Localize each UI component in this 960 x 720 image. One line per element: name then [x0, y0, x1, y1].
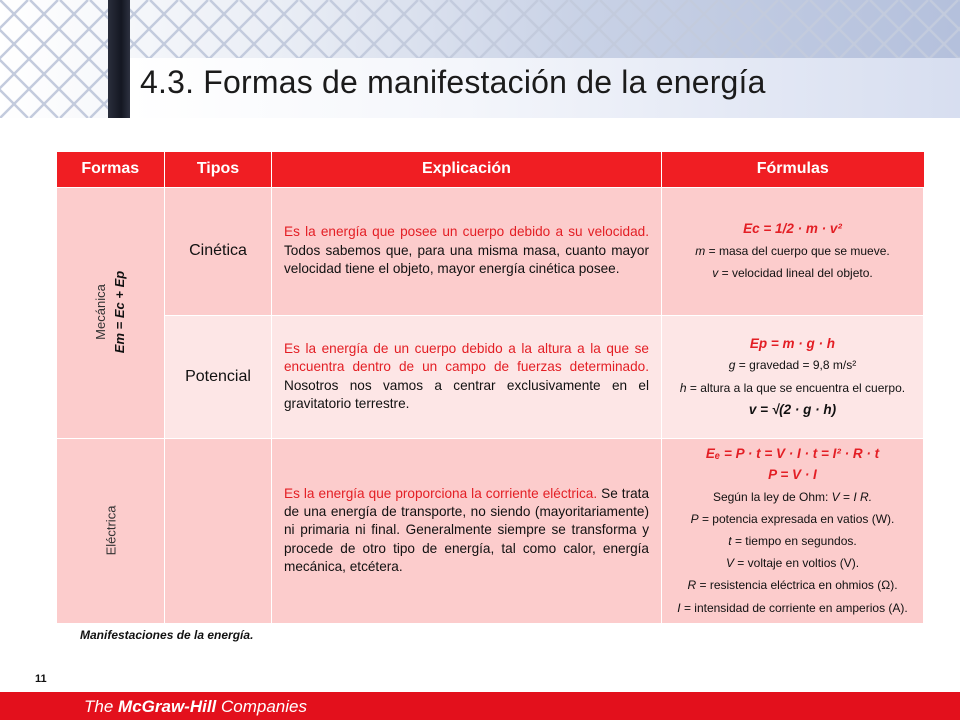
formula-electrica [662, 438, 924, 623]
explicacion-electrica-text: Se trata de una energía de transporte, no siendo (mayoritariamente) ni primaria ni final. Generalmente siempre se transforma y procede de otro tipo de energía, tal como calor, energía mecánica, etcétera. [284, 485, 649, 575]
tipo-electrica [165, 438, 272, 623]
formula-electrica-note-t: t = tiempo en segundos. [728, 534, 857, 549]
formula-electrica-ohm: Según la ley de Ohm: V = I R. [712, 489, 873, 504]
publisher-suffix: Companies [216, 697, 307, 716]
energy-forms-table [56, 152, 924, 624]
forma-mecanica-formula: Em = Ec + Ep [112, 270, 128, 353]
formula-cinetica-main: Ec = 1/2 · m · v² [743, 221, 842, 237]
forma-mecanica-label [94, 270, 128, 352]
publisher-footer [0, 692, 960, 720]
tipo-potencial: Potencial [165, 315, 272, 438]
explicacion-cinetica-text: Todos sabemos que, para una misma masa, cuanto mayor velocidad tiene el objeto, mayor energía cinética posee. [284, 242, 649, 277]
publisher-brand: McGraw-Hill [118, 697, 217, 716]
page-number: 11 [35, 673, 47, 685]
explicacion-potencial-text: Nosotros nos vamos a centrar exclusivamente en el gravitatorio terrestre. [284, 377, 649, 411]
slide-header [0, 0, 960, 118]
explicacion-electrica [272, 438, 662, 623]
formula-potencial-note-h: h = altura a la que se encuentra el cuerpo. [679, 380, 906, 395]
explicacion-electrica-highlight: Es la energía que proporciona la corriente eléctrica. [284, 485, 598, 501]
forma-electrica-label: Eléctrica [102, 505, 118, 556]
formula-potencial-main: Ep = m · g · h [749, 335, 836, 351]
formula-cinetica [662, 187, 924, 315]
formula-electrica-note-v: V = voltaje en voltios (V). [725, 556, 860, 571]
formula-electrica-note-p: P = potencia expresada en vatios (W). [690, 511, 895, 526]
explicacion-potencial [272, 315, 662, 438]
explicacion-cinetica-highlight: Es la energía que posee un cuerpo debido a su velocidad. [284, 224, 649, 240]
lattice-line [0, 0, 88, 118]
table-caption: Manifestaciones de la energía. [80, 628, 254, 642]
lattice-line [0, 0, 88, 118]
publisher-logo [84, 697, 307, 717]
formula-potencial-velocity: v = √(2 · g · h) [748, 401, 837, 417]
forma-mecanica-cell [57, 187, 165, 438]
lattice-line [0, 0, 28, 118]
header-tipos: Tipos [165, 152, 272, 187]
explicacion-cinetica [272, 187, 662, 315]
table-row-cinetica [57, 187, 924, 315]
formula-electrica-main: Eₑ = P · t = V · I · t = I² · R · t [705, 445, 880, 461]
formula-cinetica-note-v: v = velocidad lineal del objeto. [712, 265, 873, 280]
forma-mecanica-text: Mecánica [93, 283, 109, 340]
formula-electrica-power: P = V · I [768, 467, 817, 483]
header-formas: Formas [57, 152, 165, 187]
table-row-electrica [57, 438, 924, 623]
header-formulas: Fórmulas [662, 152, 924, 187]
formula-cinetica-note-m: m = masa del cuerpo que se mueve. [695, 243, 890, 258]
table-row-potencial [57, 315, 924, 438]
forma-electrica-cell [57, 438, 165, 623]
table-header-row [57, 152, 924, 187]
formula-electrica-note-i: I = intensidad de corriente en amperios (A). [677, 600, 908, 615]
header-explicacion: Explicación [272, 152, 662, 187]
formula-potencial [662, 315, 924, 438]
header-dark-bar [108, 0, 130, 118]
formula-potencial-note-g: g = gravedad = 9,8 m/s² [728, 358, 857, 373]
formula-electrica-note-r: R = resistencia eléctrica en ohmios (Ω). [687, 578, 898, 593]
lattice-line [0, 0, 28, 118]
tipo-cinetica: Cinética [165, 187, 272, 315]
page-title: 4.3. Formas de manifestación de la energía [140, 64, 766, 100]
explicacion-potencial-highlight: Es la energía de un cuerpo debido a la altura a la que se encuentra dentro de un campo de fuerzas determinado. [284, 340, 649, 375]
publisher-prefix: The [84, 697, 119, 716]
